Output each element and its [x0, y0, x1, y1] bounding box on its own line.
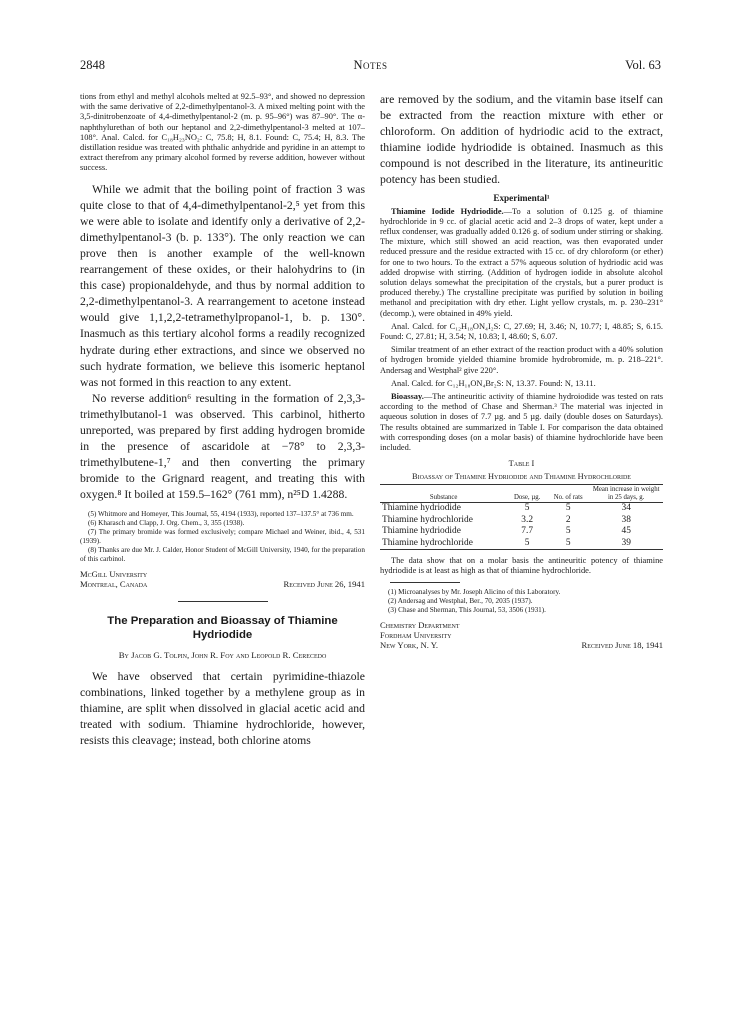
footnote-1: (1) Microanalyses by Mr. Joseph Alicino of this Laboratory. — [388, 588, 561, 597]
article-divider — [178, 601, 268, 602]
experimental-runin: Thiamine Iodide Hydriodide. — [391, 206, 504, 216]
cell-weight: 38 — [621, 514, 631, 525]
table-row — [380, 515, 663, 526]
cell-weight: 34 — [621, 503, 631, 514]
body-paragraph-2: No reverse addition⁶ resulting in the formation of 2,3,3-trimethylbutanol-1 was observed. This carbinol, hitherto unreported, was prepared by first adding hydrogen bromide in the presence of ascaridole at −78° to 2,3,3-trimethylbutene-1,⁷ and then converting the primary bromide to the Grignard reagent, and treating this with oxygen.⁸ It boiled at 159.5–162° (761 mm), n²⁵D 1.4288. — [80, 391, 365, 502]
cell-rats: 5 — [565, 526, 571, 537]
left-column — [80, 92, 365, 749]
bioassay-paragraph — [380, 392, 663, 453]
col-dose: Dose, µg. — [513, 493, 541, 501]
footnote-6: (6) Kharasch and Clapp, J. Org. Chem., 3, 355 (1938). — [88, 518, 245, 527]
affiliation-line-2 — [380, 630, 663, 640]
table-caption: Bioassay of Thiamine Hydriodide and Thiamine Hydrochloride — [412, 471, 631, 481]
affiliation-line-3 — [380, 640, 663, 650]
intro-paragraph: We have observed that certain pyrimidine-thiazole combinations, linked together by a methylene group as in thiamine, are split when dissolved in glacial acetic acid and treated with sodium. Thiamine hydrochloride, however, resists this cleavage; instead, both chlorine atoms — [80, 670, 365, 748]
cell-dose: 5 — [524, 537, 530, 548]
right-column — [380, 92, 663, 650]
table-row — [380, 503, 663, 515]
cell-weight: 39 — [621, 537, 631, 548]
bioassay-runin: Bioassay. — [391, 392, 424, 402]
footnote-7: (7) The primary bromide was formed exclusively; compare Michael and Weiner, ibid., 4, 531 (1939). — [80, 527, 365, 545]
intro-continued: are removed by the sodium, and the vitamin base itself can be extracted from the reaction mixture with ether or chloroform. On addition of hydriodic acid to the extract, thiamine iodide hydriodide is obtained. Inasmuch as this compound is not described in the literature, its antineuritic potency has been studied. — [380, 93, 663, 187]
bioassay-text: —The antineuritic activity of thiamine hydroiodide was tested on rats according to the method of Chase and Sherman.³ The material was injected in aqueous solution in doses of 7.7 µg. and 5 µg. daily (double doses on Saturdays). The results obtained are summarized in Table I. For comparison the data obtained with corresponding doses (on a molar basis) of thiamine hydrochloride have been included. — [380, 392, 663, 453]
col-rats: No. of rats — [553, 493, 583, 501]
cell-substance: Thiamine hydrochloride — [382, 514, 473, 525]
article-authors: By Jacob G. Tolpin, John R. Foy and Leopold R. Cerecedo — [118, 649, 327, 660]
conclusion-paragraph: The data show that on a molar basis the antineuritic potency of thiamine hydriodide is at least as high as that of thiamine hydrochloride. — [380, 556, 663, 576]
body-paragraph-1: While we admit that the boiling point of fraction 3 was quite close to that of 4,4-dimethylpentanol-2,⁵ yet from this we were able to isolate and identify only a derivative of 2,2-dimethylpentanol-3 (b. p. 133°). The only reaction we can prove then is another example of the well-known rearrangement of these oxides, or their halohydrins to (in this case) propionaldehyde, and thus by normal addition to 2,2-dimethylpentanol-3. A rearrangement to acetone instead would give 1,1,2,2-tetramethylpropanol-1, b. p. 130°. Inasmuch as this tertiary alcohol forms a readily recognized hydrate during ether extractions, and since we observed no such hydrate formation, we believe this isomeric heptanol was not formed in this reaction to any extent. — [80, 182, 365, 389]
affiliation-department: Chemistry Department — [380, 620, 460, 631]
cell-dose: 3.2 — [521, 514, 533, 525]
bioassay-table — [380, 484, 663, 550]
cell-dose: 5 — [524, 503, 530, 514]
table-label: Table I — [508, 459, 535, 469]
affiliation-university: Fordham University — [380, 630, 452, 641]
cell-substance: Thiamine hydrochloride — [382, 537, 473, 548]
cell-substance: Thiamine hydriodide — [382, 503, 461, 514]
experimental-heading: Experimental¹ — [493, 192, 550, 203]
affiliation-university: McGill University — [80, 568, 148, 579]
affiliation-line-1 — [80, 569, 365, 579]
article-title: The Preparation and Bioassay of Thiamine Hydriodide — [107, 614, 338, 641]
footnote-2: (2) Andersag and Westphal, Ber., 70, 2035 (1937). — [388, 597, 533, 606]
table-header-row — [380, 485, 663, 503]
affiliation-city: New York, N. Y. — [380, 640, 438, 651]
affiliation-city: Montreal, Canada — [80, 578, 148, 589]
cell-rats: 2 — [565, 514, 571, 525]
analysis-2: Anal. Calcd. for C₁₂H₁₈ON₄Br₂S: N, 13.37. Found: N, 13.11. — [391, 378, 596, 388]
continued-paragraph: tions from ethyl and methyl alcohols melted at 92.5–93°, and showed no depression with the same derivative of 2,2-dimethylpentanol-3. A mixed melting point with the 3,5-dinitrobenzoate of 4,4-dimethylpentanol-2 (m. p. 95–96°) was 87–90°. The α-naphthylurethan of both our heptanol and 2,2-dimethylpentanol-3 melted at 107–108°. Anal. Calcd. for C₁₈H₂₃NO₂: C, 75.8; H, 8.1. Found: C, 75.4; H, 8.3. The distillation residue was treated with phthalic anhydride and pyridine in an attempt to extract therefrom any primary alcohol formed by reverse addition, however without success. — [80, 92, 365, 173]
table-row — [380, 526, 663, 537]
affiliation-line-2 — [80, 579, 365, 589]
col-substance: Substance — [429, 493, 458, 501]
footnote-5: (5) Whitmore and Homeyer, This Journal, 55, 4194 (1933), reported 137–137.5° at 736 mm. — [88, 509, 354, 518]
received-date: Received June 26, 1941 — [283, 578, 365, 589]
section-title: Notes — [353, 58, 388, 72]
cell-substance: Thiamine hydriodide — [382, 526, 461, 537]
table-row — [380, 538, 663, 550]
footnote-3: (3) Chase and Sherman, This Journal, 53, 3506 (1931). — [388, 606, 546, 615]
experimental-paragraph — [380, 207, 663, 319]
volume-label: Vol. 63 — [625, 58, 661, 72]
cell-dose: 7.7 — [521, 526, 533, 537]
footnote-8: (8) Thanks are due Mr. J. Calder, Honor Student of McGill University, 1940, for the preparation of this carbinol. — [80, 545, 365, 563]
received-date: Received June 18, 1941 — [581, 640, 663, 651]
cell-rats: 5 — [565, 537, 571, 548]
analysis-1: Anal. Calcd. for C₁₂H₁₈ON₄I₂S: C, 27.69; H, 3.46; N, 10.77; I, 48.85; S, 6.15. Found: C, 27.81; H, 3.54; N, 10.83; I, 48.60; S, 6.07. — [380, 321, 663, 341]
col-weight: Mean increase in weight in 25 days, g. — [592, 486, 660, 501]
footnote-divider — [390, 582, 460, 583]
page-number: 2848 — [80, 58, 105, 72]
cell-rats: 5 — [565, 503, 571, 514]
similar-treatment: Similar treatment of an ether extract of the reaction product with a 40% solution of hydrogen bromide yielded thiamine bromide hydrobromide, m. p. 218–221°. Andersag and Westphal² give 220°. — [380, 345, 663, 375]
cell-weight: 45 — [621, 526, 631, 537]
experimental-text: —To a solution of 0.125 g. of thiamine hydrochloride in 9 cc. of glacial acetic acid and 2–3 drops of water, kept under a reflux condenser, was gradually added 0.126 g. of sodium under stirring or shaking. The mixture, which still showed an acid reaction, was then evaporated under reduced pressure and the residue extracted with 15 cc. of dry chloroform (or ether) for one to two hours. To the extract a 57% aqueous solution of hydriodic acid was added dropwise with stirring. (Addition of hydrogen iodide in absolute alcohol solution delays somewhat the precipitation of the crystals, but a purer product is produced thereby.) The crystalline precipitate was purified by solution in boiling methanol and precipitation with dry ether. Light yellow crystals, m. p. 230–231° (decomp.), were obtained in 49% yield. — [380, 206, 663, 318]
affiliation-line-1 — [380, 620, 663, 630]
